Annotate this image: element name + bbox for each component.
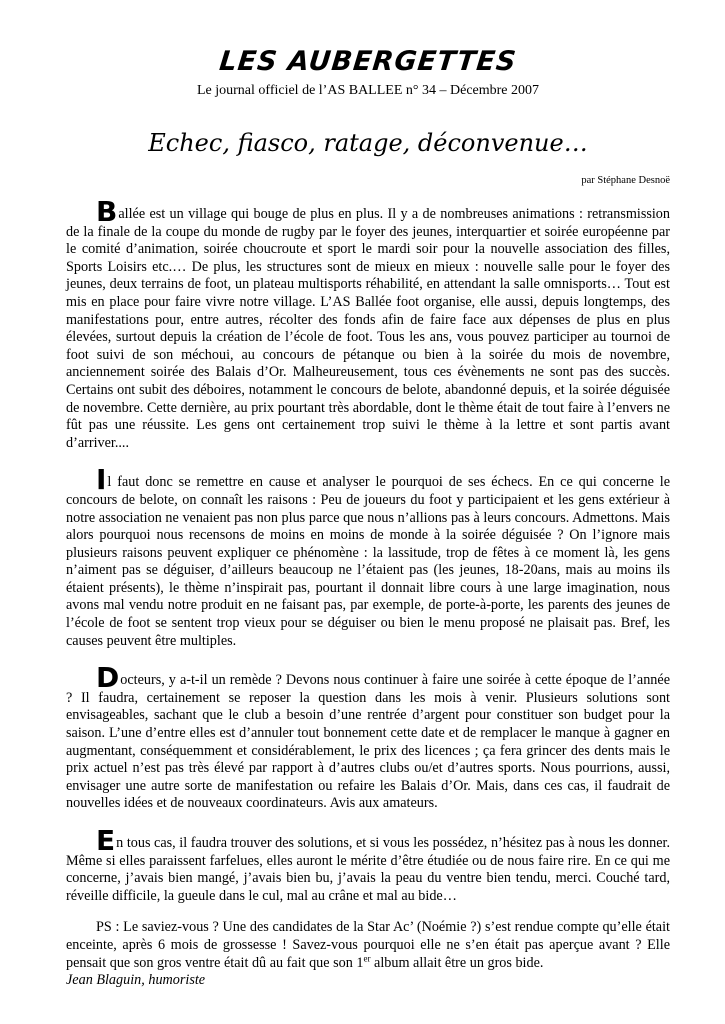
- ordinal-superscript: er: [363, 952, 371, 963]
- drop-cap: I: [96, 463, 107, 497]
- drop-cap: E: [96, 824, 116, 857]
- postscript-text-end: album allait être un gros bide.: [370, 954, 544, 971]
- drop-cap: D: [96, 661, 120, 695]
- paragraph-text: l faut donc se remettre en cause et analyser le pourquoi de ses échecs. En ce qui concerne le concours de belote, on connaît les raisons : Peu de joueurs du foot y participaient et les gens extérieur à notre association ne venaient pas non plus parce que nous n’allions pas à leurs concours. Admettons. Mais alors pourquoi nous recensons de moins en moins de monde à la soirée déguisée ? On l’ignore mais plusieurs raisons peuvent expliquer ce phénomène : la lassitude, trop de fêtes à ce moment là, les gens n’aiment pas se déguiser, d’ailleurs beaucoup ne l’étaient pas (les jeunes, 18-20ans, mais au moins ils étaient présents), le thème n’inspirait pas, pourtant il donnait libre cours à une large imagination, nous avons mal vendu notre produit en ne faisant pas, par exemple, de porte-à-porte, les parents des jeunes de l’école de foot se sentent trop vieux pour se déguiser ou bien le menu proposé ne plaisait pas. Bref, les causes peuvent être multiples.: [66, 474, 670, 649]
- article-paragraph-4: [66, 824, 670, 905]
- article-paragraph-2: [66, 463, 670, 650]
- drop-cap: B: [96, 195, 118, 228]
- signature: Jean Blaguin, humoriste: [66, 972, 206, 989]
- masthead-subtitle: Le journal officiel de l’AS BALLEE n° 34 – Décembre 2007: [196, 83, 540, 98]
- paragraph-text: allée est un village qui bouge de plus en plus. Il y a de nombreuses animations : retransmission de la finale de la coupe du monde de rugby par le foyer des jeunes, interquartier et soirée européenne par le comité d’animation, soirée choucroute et sport le mardi soir pour la nouvelle association des filles, Sports Loisirs etc.… De plus, les structures sont de mieux en mieux : nouvelle salle pour le foyer des jeunes, deux terrains de foot, un plateau multisports réhabilité, en attendant la salle omnisports… Tout est mis en place pour faire vivre notre village. L’AS Ballée foot organise, elle aussi, depuis longtemps, des manifestations pour, entre autres, récolter des fonds afin de faire face aux dépenses de plus en plus élevées, surtout depuis la création de l’école de foot. Tous les ans, vous pouvez participer au tournoi de foot suivi de son méchoui, au concours de pétanque ou bien à la soirée du mois de novembre, anciennement soirée des Balais d’Or. Malheureusement, tous ces évènements ne sont pas des succès. Certains ont subit des déboires, notamment le concours de belote, abandonné depuis, et la soirée déguisée de novembre. Cette dernière, au prix pourtant très abordable, dont le thème était de tout faire à l’envers ne fût pas une réussite. Les gens ont certainement trop suivi le thème à la lettre et sont partis avant d’arriver....: [66, 206, 670, 451]
- postscript-text: PS : Le saviez-vous ? Une des candidates de la Star Ac’ (Noémie ?) s’est rendue compte qu’elle était enceinte, après 6 mois de grossesse ! Savez-vous pourquoi elle ne s’en était pas aperçue avant ? Elle pensait que son gros ventre était dû au fait que son 1: [66, 919, 670, 971]
- journal-page: [66, 0, 670, 990]
- paragraph-text: n tous cas, il faudra trouver des solutions, et si vous les possédez, n’hésitez pas à nous les donner. Même si elles paraissent farfelues, elles auront le mérite d’être étudiée ou de nous faire rire. En ce qui me concerne, j’avais bien mangé, j’avais bien bu, j’avais la peau du ventre bien tendu, merci. Couché tard, réveille difficile, la gueule dans le cul, mal au crâne et mal au bide…: [66, 835, 670, 904]
- masthead-title: LES AUBERGETTES: [217, 46, 519, 77]
- postscript: [66, 919, 670, 972]
- paragraph-text: octeurs, y a-t-il un remède ? Devons nous continuer à faire une soirée à cette époque de l’année ? Il faudra, certainement se reposer la question dans les mois à venir. Plusieurs solutions sont envisageables, sachant que le club a besoin d’une rentrée d’argent pour constituer son budget pour la saison. L’une d’entre elles est d’annuler tout bonnement cette date et de remplacer le manque à gagner en augmentant, conséquemment et considérablement, le prix des licences ; ça fera grincer des dents mais le prix actuel n’est pas très élevé par rapport à d’autres clubs ou/et d’autres sports. Nous pourrions, aussi, envisager une autre sorte de manifestation ou refaire les Balais d’Or. Mais, dans ces cas, il faudrait de nouvelles idées et de nouveaux coordinateurs. Avis aux amateurs.: [66, 672, 670, 812]
- article-headline: Echec, fiasco, ratage, déconvenue…: [148, 129, 588, 157]
- article-paragraph-3: [66, 661, 670, 813]
- article-paragraph-1: [66, 195, 670, 452]
- article-byline: par Stéphane Desnoë: [581, 175, 670, 186]
